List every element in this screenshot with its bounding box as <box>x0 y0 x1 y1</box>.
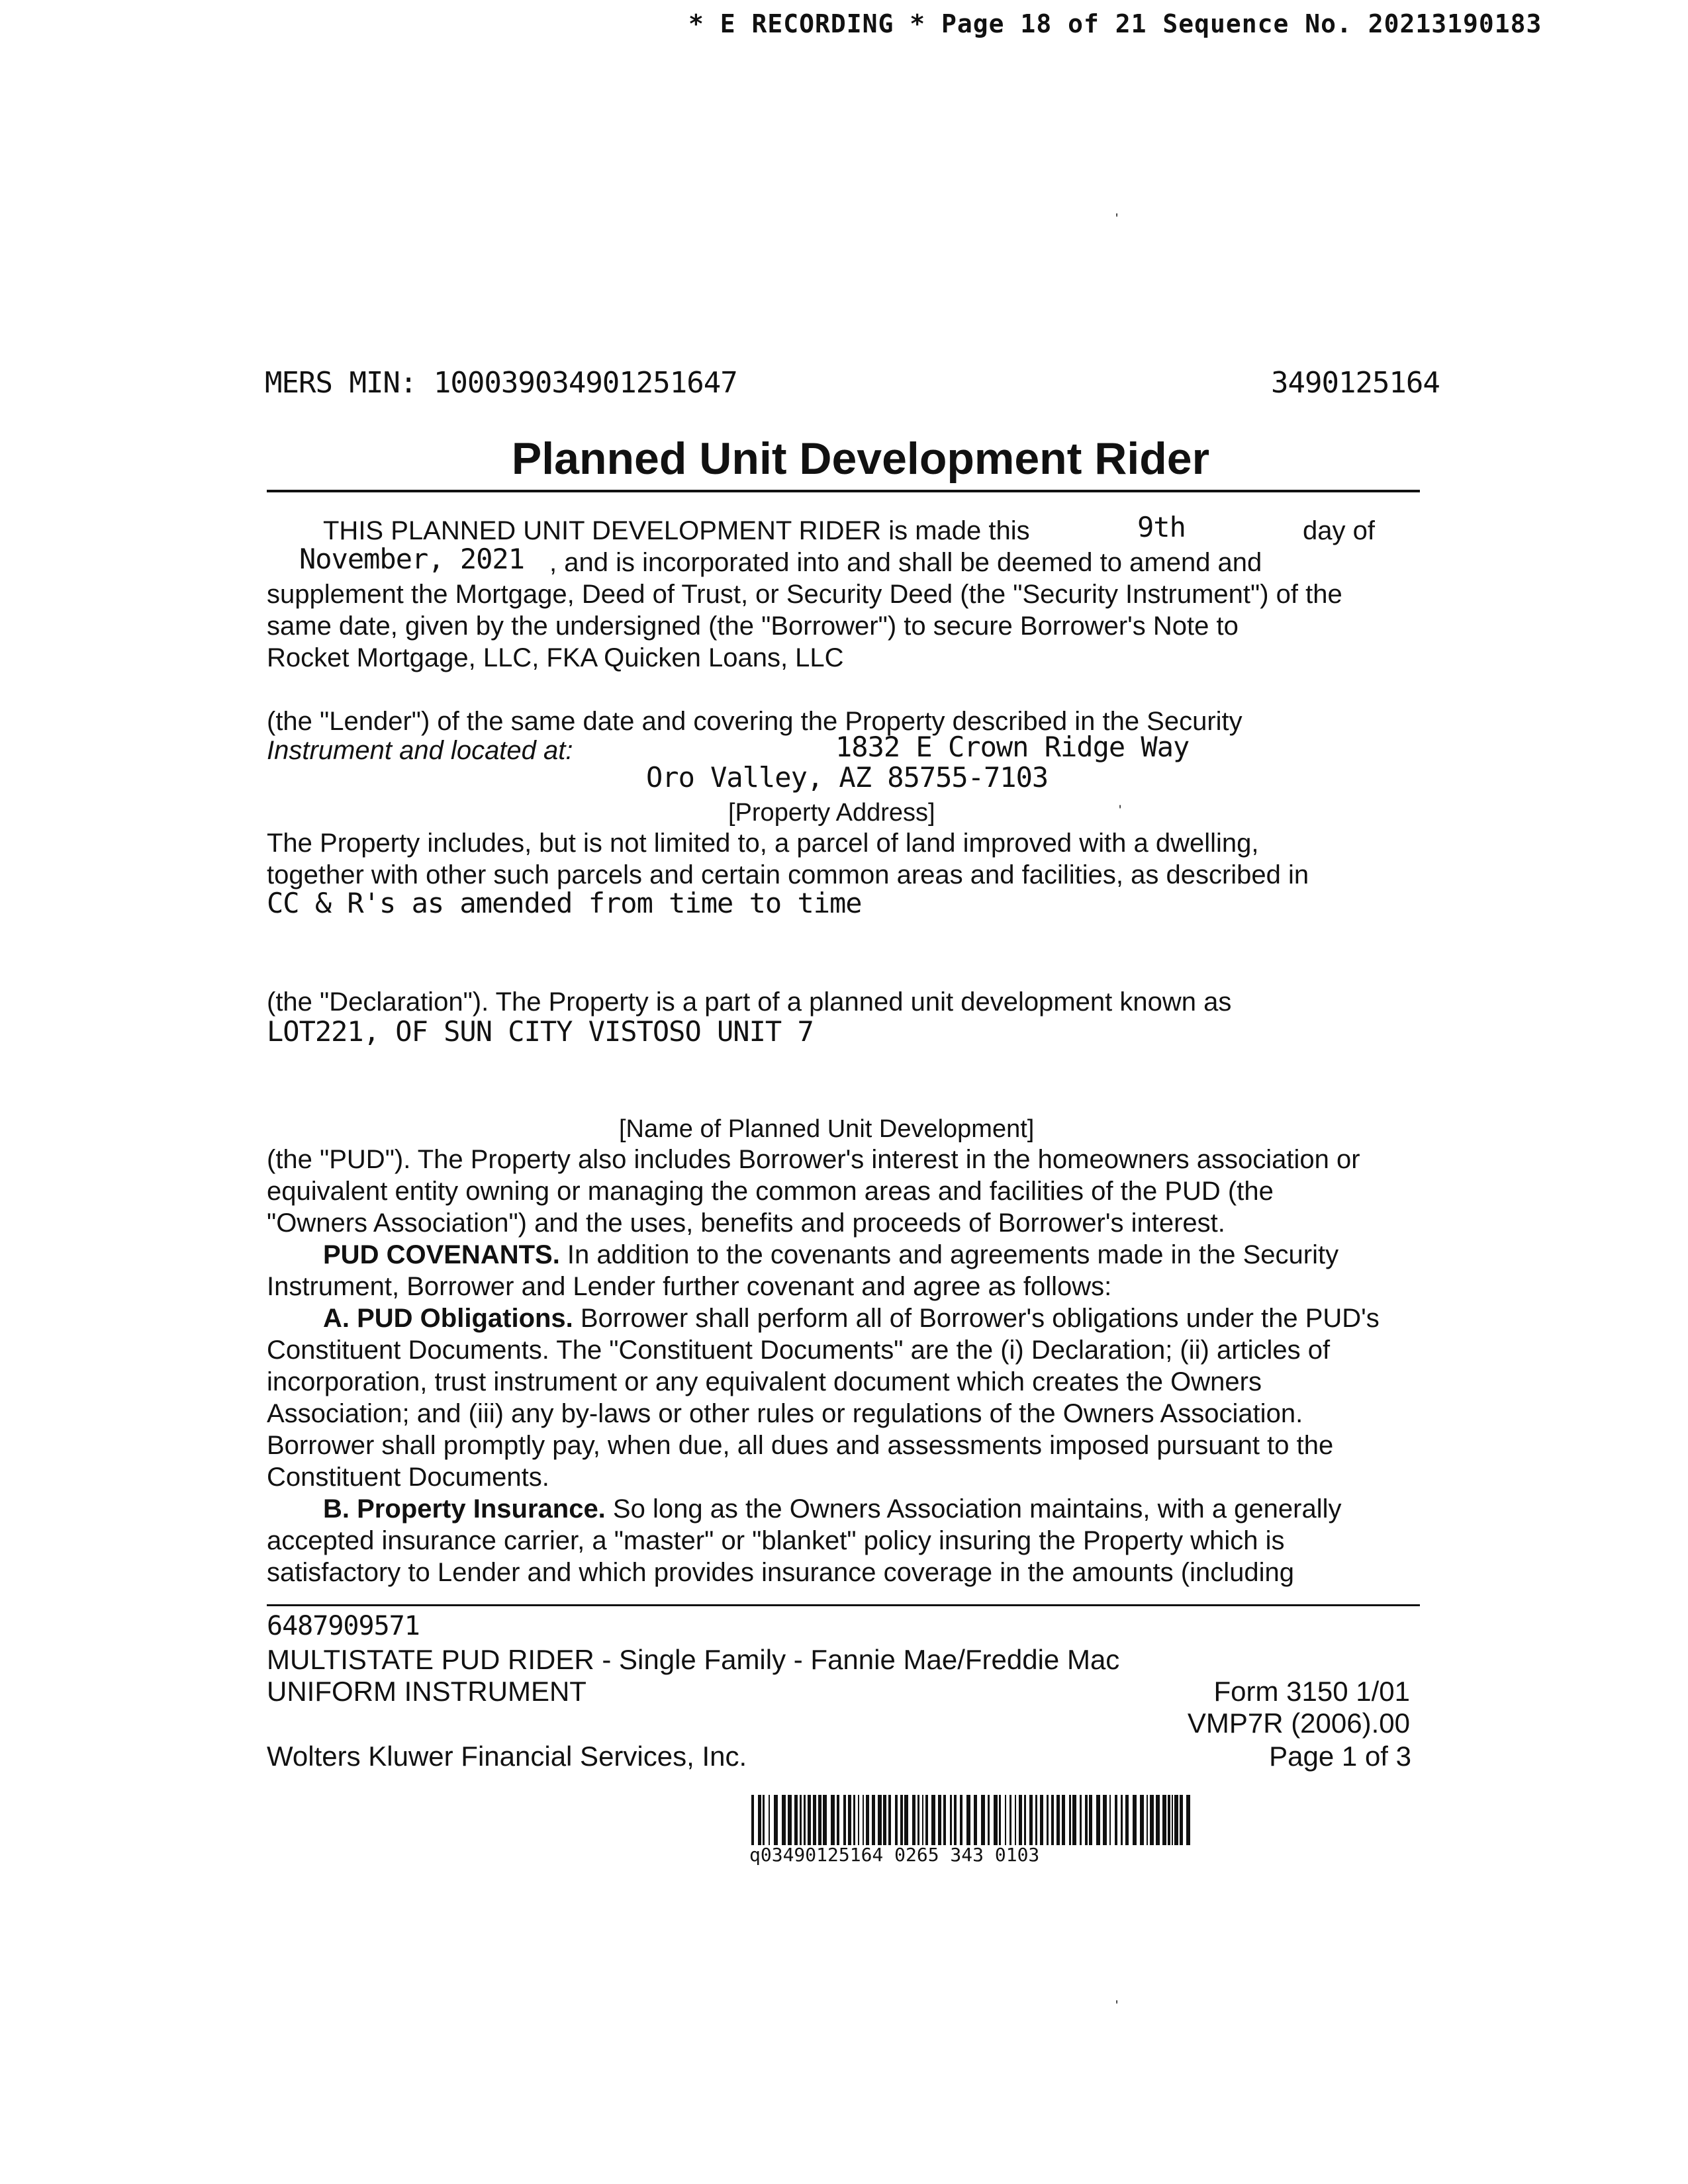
section-b-heading: B. Property Insurance. <box>323 1494 606 1524</box>
pud-body <box>267 1144 1385 1588</box>
footer-vmp: VMP7R (2006).00 <box>1187 1707 1410 1739</box>
barcode-text: q03490125164 0265 343 0103 <box>749 1844 1040 1866</box>
section-a-line3-text: incorporation, trust instrument or any equivalent document which creates the Owners <box>267 1367 1262 1396</box>
recording-header: * E RECORDING * Page 18 of 21 Sequence No. 20213190183 <box>688 9 1542 38</box>
pud-line1-text: (the "PUD"). The Property also includes Borrower's interest in the homeowners association or <box>267 1145 1360 1174</box>
property-line2-text: together with other such parcels and certain common areas and facilities, as described in <box>267 860 1309 889</box>
section-a-line1-text: Borrower shall perform all of Borrower's obligations under the PUD's <box>573 1304 1380 1333</box>
intro-line4-text: same date, given by the undersigned (the "Borrower") to secure Borrower's Note to <box>267 612 1239 641</box>
section-b-line1-text: So long as the Owners Association maintains, with a generally <box>605 1494 1342 1524</box>
property-address-line1: 1832 E Crown Ridge Way <box>835 731 1190 763</box>
section-a-line5-text: Borrower shall promptly pay, when due, all dues and assessments imposed pursuant to the <box>267 1431 1334 1460</box>
pud-line3-text: "Owners Association") and the uses, benefits and proceeds of Borrower's interest. <box>267 1208 1225 1238</box>
property-address-caption: [Property Address] <box>728 799 935 827</box>
loan-number: 3490125164 <box>1271 366 1440 400</box>
pud-line2-text: equivalent entity owning or managing the common areas and facilities of the PUD (the <box>267 1177 1274 1206</box>
scan-speck: ' <box>1119 802 1122 819</box>
intro-day-suffix: day of <box>1303 516 1375 545</box>
located-at-text: Instrument and located at: <box>267 736 573 765</box>
intro-date: November, 2021 <box>299 543 525 575</box>
pud-name-caption: [Name of Planned Unit Development] <box>619 1115 1035 1143</box>
scan-speck: ' <box>1115 1997 1119 2014</box>
section-a-line2-text: Constituent Documents. The "Constituent Documents" are the (i) Declaration; (ii) articles of <box>267 1336 1331 1365</box>
mers-min: MERS MIN: 100039034901251647 <box>265 366 737 400</box>
intro-line2-text: , and is incorporated into and shall be deemed to amend and <box>549 548 1262 577</box>
footer-page-number: Page 1 of 3 <box>1269 1741 1411 1772</box>
scan-speck: ' <box>1115 210 1119 227</box>
intro-line3-text: supplement the Mortgage, Deed of Trust, or Security Deed (the "Security Instrument") of the <box>267 580 1342 609</box>
section-a-line4-text: Association; and (iii) any by-laws or other rules or regulations of the Owners Association. <box>267 1399 1303 1428</box>
footer-uniform: UNIFORM INSTRUMENT <box>267 1676 586 1707</box>
section-b-line2-text: accepted insurance carrier, a "master" or "blanket" policy insuring the Property which is <box>267 1526 1285 1555</box>
intro-day: 9th <box>1137 511 1186 543</box>
lender-line1-text: (the "Lender") of the same date and covering the Property described in the Security <box>267 707 1243 736</box>
declaration-reference: CC & R's as amended from time to time <box>267 887 862 919</box>
section-a-line1 <box>267 1302 1385 1334</box>
covenants-line1 <box>267 1239 1385 1271</box>
footer-publisher: Wolters Kluwer Financial Services, Inc. <box>267 1741 747 1772</box>
footer-form-title: MULTISTATE PUD RIDER - Single Family - Fannie Mae/Freddie Mac <box>267 1644 1120 1675</box>
footer-doc-number: 6487909571 <box>267 1611 420 1641</box>
footer-form-number: Form 3150 1/01 <box>1213 1676 1410 1707</box>
section-a-line6-text: Constituent Documents. <box>267 1463 549 1492</box>
covenants-heading: PUD COVENANTS. <box>323 1240 560 1269</box>
section-b-line3-text: satisfactory to Lender and which provides insurance coverage in the amounts (including <box>267 1558 1294 1587</box>
intro-line1-text: THIS PLANNED UNIT DEVELOPMENT RIDER is made this <box>323 516 1030 545</box>
page-title: Planned Unit Development Rider <box>511 433 1210 484</box>
section-a-heading: A. PUD Obligations. <box>323 1304 573 1333</box>
section-b-line1 <box>267 1493 1385 1525</box>
declaration-line1-text: (the "Declaration"). The Property is a part of a planned unit development known as <box>267 987 1232 1017</box>
property-line1-text: The Property includes, but is not limited to, a parcel of land improved with a dwelling, <box>267 829 1259 858</box>
covenants-line1-text: In addition to the covenants and agreements made in the Security <box>559 1240 1339 1269</box>
title-rule <box>267 490 1420 492</box>
lender-name: Rocket Mortgage, LLC, FKA Quicken Loans, LLC <box>267 643 844 672</box>
pud-name: LOT221, OF SUN CITY VISTOSO UNIT 7 <box>267 1015 814 1048</box>
property-address-line2: Oro Valley, AZ 85755-7103 <box>646 761 1049 794</box>
barcode-image <box>751 1795 1195 1845</box>
covenants-line2-text: Instrument, Borrower and Lender further covenant and agree as follows: <box>267 1272 1112 1301</box>
footer-rule <box>267 1604 1420 1606</box>
